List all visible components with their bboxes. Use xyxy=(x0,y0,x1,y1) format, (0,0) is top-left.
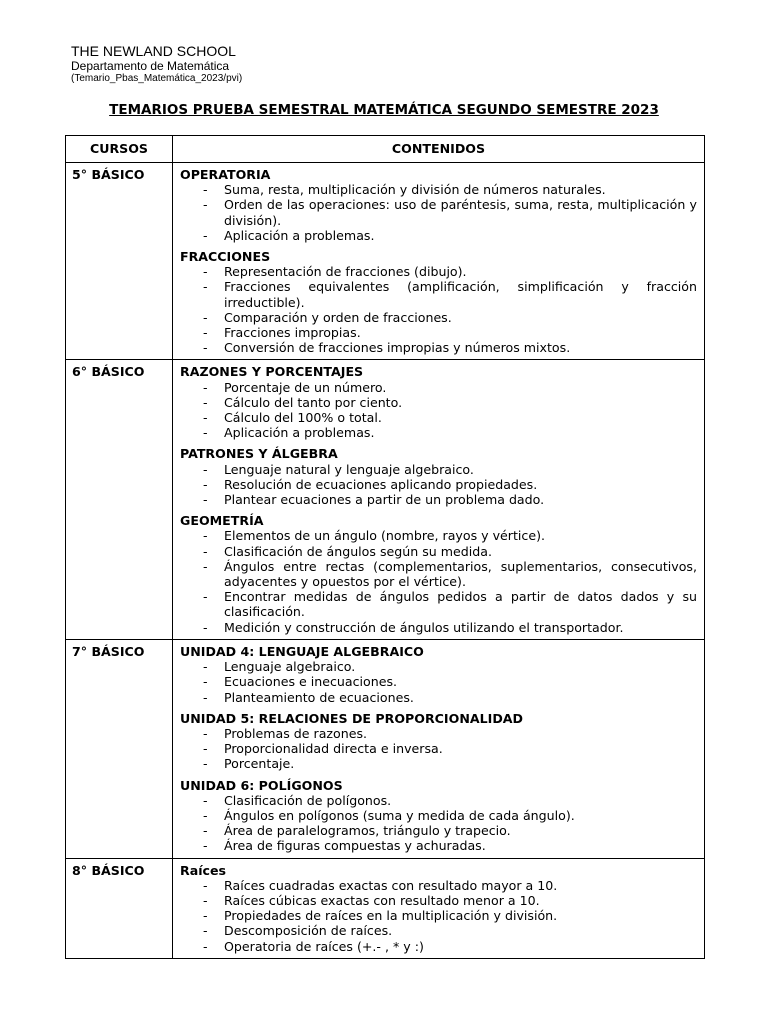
list-item: - Resolución de ecuaciones aplicando propiedades. xyxy=(180,477,697,492)
table-header-row xyxy=(66,136,705,163)
content-section xyxy=(180,513,697,635)
content-cell xyxy=(173,163,705,360)
topic-list xyxy=(180,182,697,243)
table-row xyxy=(66,360,705,639)
list-item: - Ángulos entre rectas (complementarios, suplementarios, consecutivos, adyacentes y opuestos por el vértice). xyxy=(180,559,697,589)
course-cell: 8° BÁSICO xyxy=(66,858,173,958)
content-section xyxy=(180,778,697,854)
list-item: - Clasificación de ángulos según su medida. xyxy=(180,544,697,559)
list-item: - Raíces cuadradas exactas con resultado mayor a 10. xyxy=(180,878,697,893)
content-section xyxy=(180,446,697,507)
section-title: PATRONES Y ÁLGEBRA xyxy=(180,446,338,462)
content-section xyxy=(180,863,697,954)
table-row xyxy=(66,163,705,360)
list-item: - Planteamiento de ecuaciones. xyxy=(180,690,697,705)
school-name: THE NEWLAND SCHOOL xyxy=(71,43,236,59)
list-item: - Ángulos en polígonos (suma y medida de cada ángulo). xyxy=(180,808,697,823)
list-item: - Aplicación a problemas. xyxy=(180,425,697,440)
content-section xyxy=(180,711,697,772)
course-cell: 5° BÁSICO xyxy=(66,163,173,360)
table-row xyxy=(66,639,705,858)
content-cell xyxy=(173,360,705,639)
header-contenidos: CONTENIDOS xyxy=(173,136,705,163)
topic-list xyxy=(180,380,697,441)
list-item: - Representación de fracciones (dibujo). xyxy=(180,264,697,279)
section-title: GEOMETRÍA xyxy=(180,513,264,529)
content-cell xyxy=(173,858,705,958)
list-item: - Suma, resta, multiplicación y división de números naturales. xyxy=(180,182,697,197)
list-item: - Fracciones impropias. xyxy=(180,325,697,340)
list-item: - Propiedades de raíces en la multiplicación y división. xyxy=(180,908,697,923)
list-item: - Porcentaje. xyxy=(180,756,697,771)
section-title: UNIDAD 4: LENGUAJE ALGEBRAICO xyxy=(180,643,424,659)
table-body xyxy=(66,163,705,959)
list-item: - Porcentaje de un número. xyxy=(180,380,697,395)
topic-list xyxy=(180,659,697,705)
page-title xyxy=(0,102,768,118)
list-item: - Lenguaje natural y lenguaje algebraico. xyxy=(180,462,697,477)
header-cursos: CURSOS xyxy=(66,136,173,163)
list-item: - Proporcionalidad directa e inversa. xyxy=(180,741,697,756)
list-item: - Fracciones equivalentes (amplificación, simplificación y fracción irreductible). xyxy=(180,279,697,309)
course-cell: 6° BÁSICO xyxy=(66,360,173,639)
list-item: - Conversión de fracciones impropias y números mixtos. xyxy=(180,340,697,355)
section-title: UNIDAD 5: RELACIONES DE PROPORCIONALIDAD xyxy=(180,710,523,726)
syllabus-table xyxy=(65,135,705,959)
page-title-text: TEMARIOS PRUEBA SEMESTRAL MATEMÁTICA SEGUNDO SEMESTRE 2023 xyxy=(109,102,659,118)
department-name: Departamento de Matemática xyxy=(71,59,230,73)
content-section xyxy=(180,364,697,440)
section-title: OPERATORIA xyxy=(180,167,271,182)
list-item: - Comparación y orden de fracciones. xyxy=(180,310,697,325)
document-header xyxy=(71,44,242,84)
list-item: - Operatoria de raíces (+.- , * y :) xyxy=(180,939,697,954)
content-cell xyxy=(173,639,705,858)
document-code: (Temario_Pbas_Matemática_2023/pvi) xyxy=(71,73,243,84)
list-item: - Área de paralelogramos, triángulo y trapecio. xyxy=(180,823,697,838)
list-item: - Descomposición de raíces. xyxy=(180,923,697,938)
list-item: - Medición y construcción de ángulos utilizando el transportador. xyxy=(180,620,697,635)
list-item: - Aplicación a problemas. xyxy=(180,228,697,243)
list-item: - Encontrar medidas de ángulos pedidos a partir de datos dados y su clasificación. xyxy=(180,589,697,619)
content-section xyxy=(180,167,697,243)
list-item: - Cálculo del tanto por ciento. xyxy=(180,395,697,410)
topic-list xyxy=(180,726,697,772)
content-section xyxy=(180,249,697,355)
topic-list xyxy=(180,878,697,954)
topic-list xyxy=(180,528,697,634)
content-section xyxy=(180,644,697,705)
list-item: - Lenguaje algebraico. xyxy=(180,659,697,674)
list-item: - Cálculo del 100% o total. xyxy=(180,410,697,425)
section-title: RAZONES Y PORCENTAJES xyxy=(180,364,364,380)
topic-list xyxy=(180,793,697,854)
list-item: - Ecuaciones e inecuaciones. xyxy=(180,674,697,689)
course-cell: 7° BÁSICO xyxy=(66,639,173,858)
list-item: - Raíces cúbicas exactas con resultado menor a 10. xyxy=(180,893,697,908)
section-title: Raíces xyxy=(180,862,227,878)
list-item: - Clasificación de polígonos. xyxy=(180,793,697,808)
section-title: FRACCIONES xyxy=(180,249,271,265)
topic-list xyxy=(180,264,697,355)
list-item: - Plantear ecuaciones a partir de un problema dado. xyxy=(180,492,697,507)
list-item: - Elementos de un ángulo (nombre, rayos y vértice). xyxy=(180,528,697,543)
list-item: - Orden de las operaciones: uso de paréntesis, suma, resta, multiplicación y división). xyxy=(180,197,697,227)
list-item: - Área de figuras compuestas y achuradas. xyxy=(180,838,697,853)
topic-list xyxy=(180,462,697,508)
table-row xyxy=(66,858,705,958)
section-title: UNIDAD 6: POLÍGONOS xyxy=(180,777,343,793)
list-item: - Problemas de razones. xyxy=(180,726,697,741)
